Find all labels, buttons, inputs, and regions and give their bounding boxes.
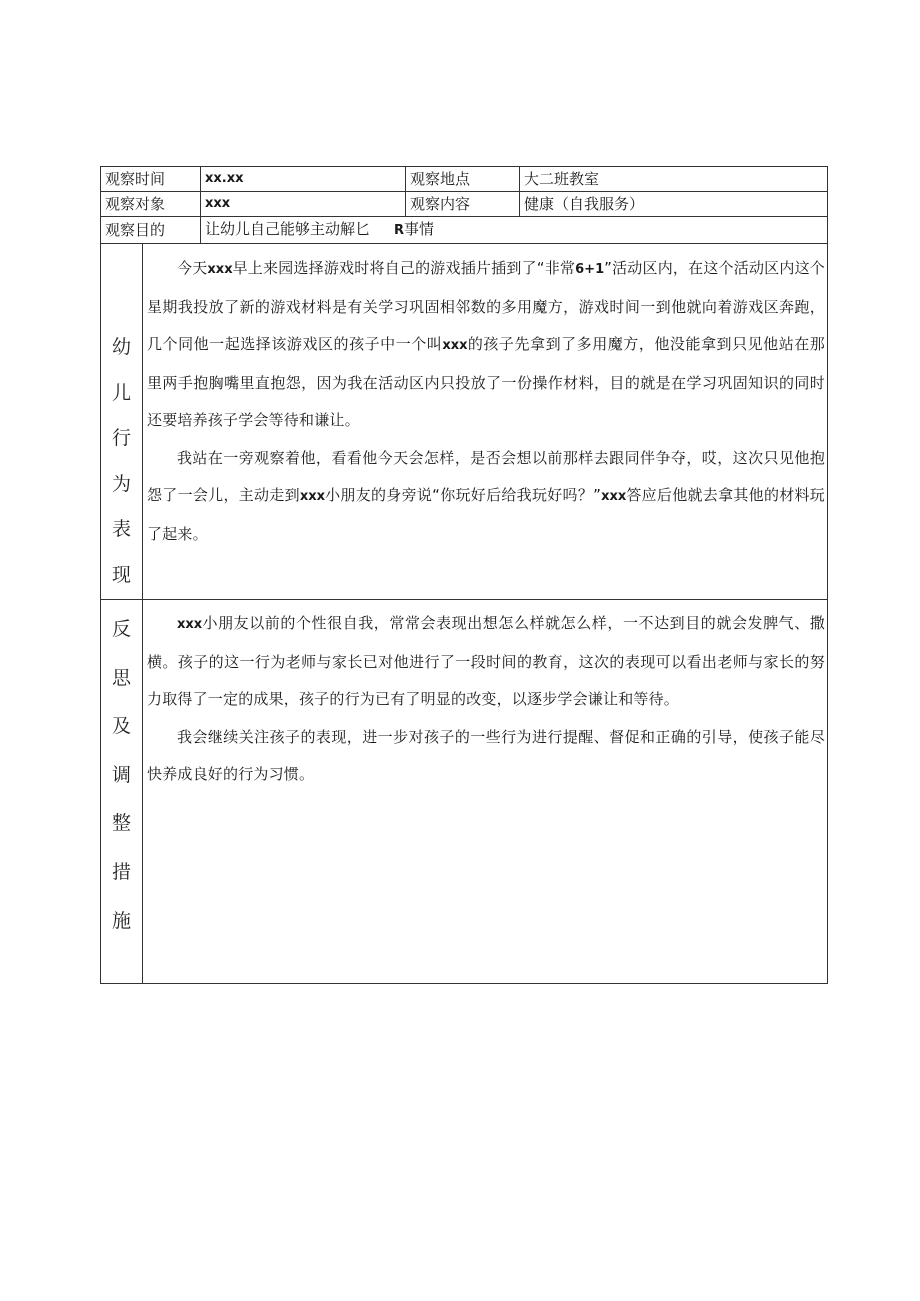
- behavior-side-label: [101, 244, 143, 600]
- behavior-side-char: 表: [111, 518, 131, 540]
- subject-value: xxx: [201, 192, 406, 217]
- behavior-content: [143, 244, 828, 600]
- reflection-side-char: 整: [111, 812, 131, 835]
- content-label: 观察内容: [406, 192, 520, 217]
- behavior-side-char: 现: [111, 563, 131, 586]
- reflection-side-label: [101, 600, 143, 984]
- behavior-side-char: 儿: [111, 381, 131, 404]
- behavior-side-char: 为: [111, 472, 131, 495]
- behavior-section: [101, 244, 828, 600]
- reflection-paragraph-1: xxx小朋友以前的个性很自我，常常会表现出想怎么样就怎么样，一不达到目的就会发脾气、撒横。孩子的这一行为老师与家长已对他进行了一段时间的教育，这次的表现可以看出老师与家长的努力取得了一定的成果，孩子的行为已有了明显的改变，以逐步学会谦让和等待。: [147, 614, 826, 708]
- reflection-paragraph-2: 我会继续关注孩子的表现，进一步对孩子的一些行为进行提醒、督促和正确的引导，使孩子能尽快养成良好的行为习惯。: [147, 727, 826, 783]
- place-value: 大二班教室: [520, 167, 828, 192]
- behavior-side-char: 行: [111, 427, 131, 449]
- observation-record-table: [100, 166, 828, 984]
- purpose-label: 观察目的: [101, 217, 201, 244]
- reflection-side-char: 施: [111, 909, 131, 932]
- reflection-content: [143, 600, 828, 984]
- purpose-value-part-b: R: [394, 223, 405, 238]
- content-value: 健康（自我服务）: [520, 192, 828, 217]
- header-row-1: [101, 167, 828, 192]
- behavior-paragraph-1: 今天xxx早上来园选择游戏时将自己的游戏插片插到了“非常6+1”活动区内，在这个活动区内这个星期我投放了新的游戏材料是有关学习巩固相邻数的多用魔方，游戏时间一到他就向着游戏区奔跑，几个同他一起选择该游戏区的孩子中一个叫xxx的孩子先拿到了多用魔方，他没能拿到只见他站在那里两手抱胸嘴里直抱怨，因为我在活动区内只投放了一份操作材料，目的就是在学习巩固知识的同时还要培养孩子学会等待和谦让。: [147, 259, 826, 429]
- reflection-side-char: 反: [111, 618, 131, 640]
- behavior-paragraph-2: 我站在一旁观察着他，看看他今天会怎样，是否会想以前那样去跟同伴争夺，哎，这次只见他抱怨了一会儿，主动走到xxx小朋友的身旁说“你玩好后给我玩好吗？”xxx答应后他就去拿其他的材料玩了起来。: [147, 448, 826, 543]
- purpose-value-part-a: 让幼儿自己能够主动解匕: [205, 220, 371, 238]
- purpose-value: [201, 217, 828, 244]
- time-label: 观察时间: [101, 167, 201, 192]
- purpose-value-part-c: 事情: [404, 220, 435, 238]
- reflection-side-char: 思: [111, 666, 131, 689]
- header-row-2: [101, 192, 828, 217]
- behavior-side-char: 幼: [111, 336, 131, 358]
- subject-label: 观察对象: [101, 192, 201, 217]
- reflection-side-char: 措: [111, 860, 131, 883]
- time-value: xx.xx: [201, 167, 406, 192]
- reflection-section: [101, 600, 828, 984]
- reflection-side-char: 调: [111, 763, 131, 786]
- reflection-side-char: 及: [111, 715, 131, 738]
- place-label: 观察地点: [406, 167, 520, 192]
- header-row-3: [101, 217, 828, 244]
